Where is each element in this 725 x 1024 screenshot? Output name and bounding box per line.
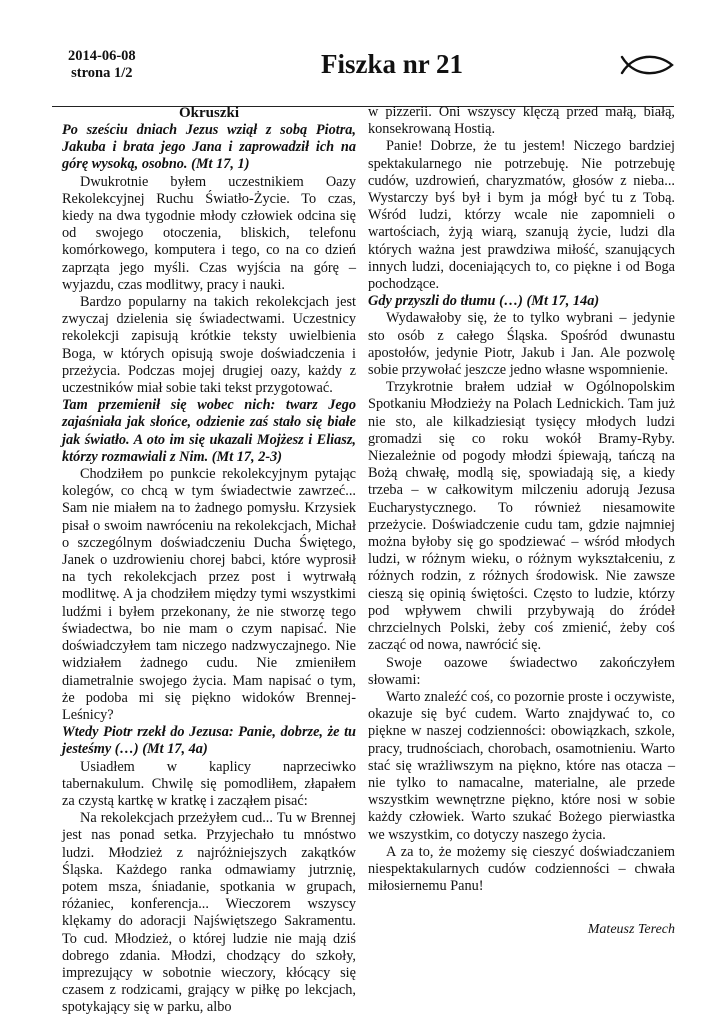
page-number: strona 1/2 <box>71 65 133 81</box>
paragraph: Trzykrotnie brałem udział w Ogólnopolskim Spotkaniu Młodzieży na Polach Lednickich. Tam już nie sto, ale kilkadziesiąt tysięcy młodych ludzi gromadzi się co roku wokół Bramy-Ryby. Niezależnie od pogody młodzi śpiewają, tańczą na Bożą chwałę, modlą się, spowiadają się, a kiedy trzeba – w całkowitym milczeniu adorują Jezusa Eucharystycznego. To również niesamowite przeżycie. Doświadczenie cudu tam, gdzie najmniej można byłoby się go spodziewać – wśród młodych ludzi, w różnym wieku, o różnym wykształceniu, z różnych rodzin, z różnych środowisk. Nie zawsze cieszą się opinią świętości. Często to ludzie, którzy pod wpływem chwili przybywają do źródeł chrzcielnych Polski, żeby coś zmienić, żeby coś zacząć od nowa, nawrócić się. <box>368 379 675 654</box>
paragraph: A za to, że możemy się cieszyć doświadczaniem niespektakularnych cudów codzienności – chwała miłosiernemu Panu! <box>368 843 675 895</box>
scripture-quote: Po sześciu dniach Jezus wziął z sobą Piotra, Jakuba i brata jego Jana i zaprowadził ich na górę wysoką, osobno. (Mt 17, 1) <box>62 122 356 173</box>
page-header <box>52 48 674 112</box>
paragraph: Warto znaleźć coś, co pozornie proste i oczywiste, okazuje się być cudem. Warto znajdywać to, co piękne w naszej codzienności: obowiązkach, szkole, pracy, trudnościach, chorobach, osamotnieniu. Warto stać się wrażliwszym na piękno, które nas otacza – nie tylko to namacalne, materialne, ale przede wszystkim wewnętrzne piękno, które nosi w sobie każdy człowiek. Warto szukać Bożego pierwiastka we wszystkim, co dotyczy naszego życia. <box>368 688 675 843</box>
issue-meta <box>68 48 136 82</box>
paragraph-continued: w pizzerii. Oni wszyscy klęczą przed małą, białą, konsekrowaną Hostią. <box>368 104 675 138</box>
scripture-quote: Wtedy Piotr rzekł do Jezusa: Panie, dobrze, że tu jesteśmy (…) (Mt 17, 4a) <box>62 724 356 758</box>
paragraph: Chodziłem po punkcie rekolekcyjnym pytając kolegów, co chcą w tym świadectwie zawrzeć... Sam nie miałem na to żadnego pomysłu. Krzysiek pisał o swoim nawróceniu na rekolekcjach, Michał o szczególnym doświadczeniu Ducha Świętego, Janek o uzdrowieniu chorej babci, które wyprosił na tych rekolekcjach przez post i wytrwałą modlitwę. A ja chodziłem między tymi wszystkimi ludźmi i byłem przekonany, że nie stworzę tego świadectwa, bo nie mam o czym napisać. Nie doświadczyłem tam niczego nadzwyczajnego. Nie widziałem żadnego cudu. Nie zmieniłem diametralnie swojego życia. Mam napisać o tym, że podoba mi się piękno widoków Brennej-Leśnicy? <box>62 466 356 723</box>
paragraph: Panie! Dobrze, że tu jestem! Niczego bardziej spektakularnego nie potrzebuję. Nie potrzebuję cudów, uzdrowień, charyzmatów, głosów z nieba... Wystarczy byś był i bym ja mógł być tu z Tobą. Wśród ludzi, którzy wcale nie zapomnieli o wartościach, żyją wiarą, szanują życie, ludzi dla których ważna jest prawdziwa miłość, szanujących innych ludzi, doceniających to, co piękne i od Boga pochodzące. <box>368 138 675 293</box>
right-column <box>368 104 675 895</box>
scripture-quote: Gdy przyszli do tłumu (…) (Mt 17, 14a) <box>368 293 600 310</box>
ichthys-fish-icon <box>620 53 674 77</box>
paragraph: Usiadłem w kaplicy naprzeciwko tabernakulum. Chwilę się pomodliłem, złapałem za czystą kartkę w kratkę i zacząłem pisać: <box>62 758 356 809</box>
scripture-quote: Tam przemienił się wobec nich: twarz Jego zajaśniała jak słońce, odzienie zaś stało się białe jak światło. A oto im się ukazali Mojżesz i Eliasz, którzy rozmawiali z Nim. (Mt 17, 2-3) <box>62 397 356 465</box>
article-heading: Okruszki <box>178 105 239 121</box>
paragraph: Swoje oazowe świadectwo zakończyłem słowami: <box>368 654 675 688</box>
paragraph: Dwukrotnie byłem uczestnikiem Oazy Rekolekcyjnej Ruchu Światło-Życie. To czas, kiedy na dwa tygodnie młody człowiek odcina się od swojego otoczenia, bliskich, telefonu komórkowego, komputera i tego, co na co dzień zaprząta jego myśli. Czas wyjścia na górę – wyjazdu, czas modlitwy, pracy i nauki. <box>62 173 356 293</box>
paragraph: Na rekolekcjach przeżyłem cud... Tu w Brennej jest nas ponad setka. Przyjechało tu mnóstwo ludzi. Młodzież z najróżniejszych zakątków Śląska. Każdego ranka odmawiamy jutrznię, potem msza, śniadanie, spotkania w grupach, różaniec, konferencja... Wieczorem wszyscy klękamy do adoracji Najświętszego Sakramentu. To cud. Młodzież, o której ludzie nie mają dziś dobrego zdania. Młodzi, chodzący do szkoły, imprezujący w sobotnie wieczory, kłócący się czasem z rodzicami, grający w piłkę po lekcjach, spotykający się w parku, albo <box>62 810 356 1016</box>
left-column <box>62 104 356 1017</box>
author-signature: Mateusz Terech <box>587 922 675 937</box>
paragraph: Bardzo popularny na takich rekolekcjach jest zwyczaj dzielenia się świadectwami. Uczestnicy rekolekcji zapisują krótkie teksty uwielbienia Boga, w których opisują swoje doświadczenia i przeżycia. Podczas mojej drugiej oazy, każdy z uczestników miał sobie taki tekst przygotować. <box>62 294 356 397</box>
page-title: Fiszka nr 21 <box>320 49 463 79</box>
paragraph: Wydawałoby się, że to tylko wybrani – jedynie sto osób z całego Śląska. Spośród dwunastu apostołów, jedynie Piotr, Jakub i Jan. Ale pozwolę sobie przywołać jeszcze jedno własne wspomnienie. <box>368 310 675 379</box>
issue-date: 2014-06-08 <box>68 48 136 64</box>
